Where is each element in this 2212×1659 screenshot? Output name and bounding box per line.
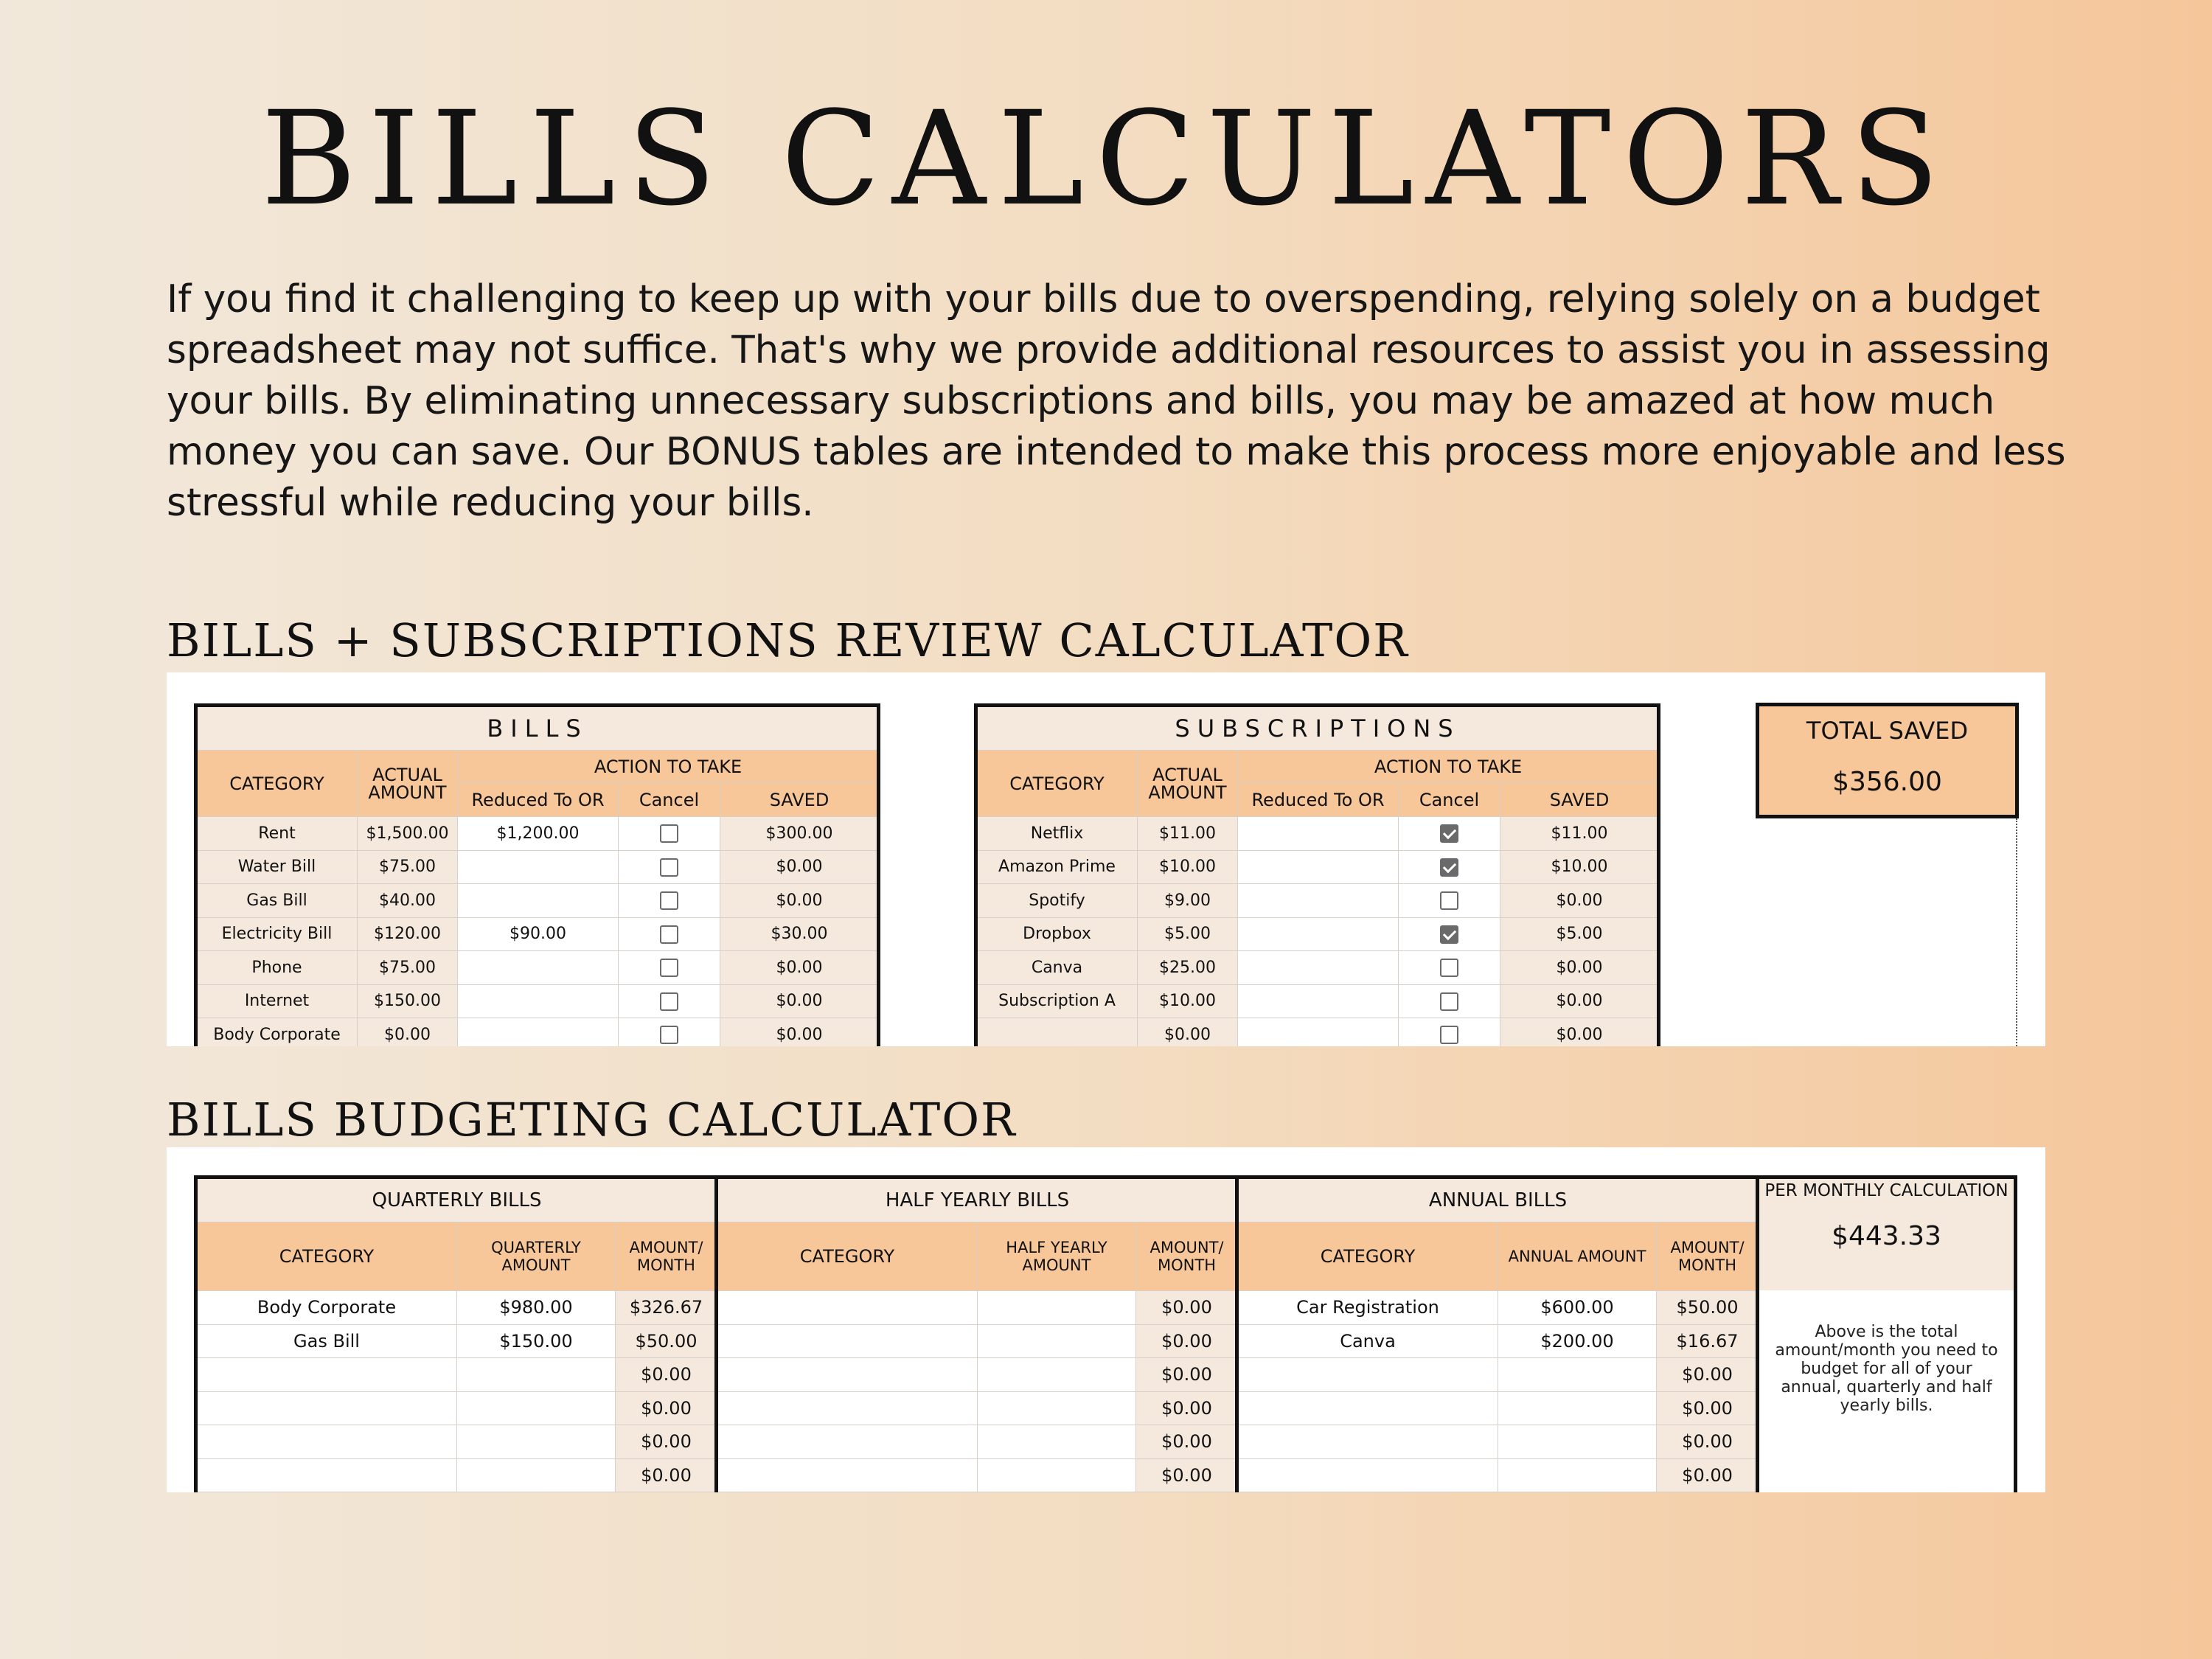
bills-row — [197, 850, 879, 884]
half-yearly-month-cell: $0.00 — [1136, 1391, 1238, 1425]
bills-saved-cell: $300.00 — [720, 817, 879, 851]
subs-amount-cell[interactable]: $10.00 — [1138, 850, 1238, 884]
quarterly-title: QUARTERLY BILLS — [197, 1178, 717, 1222]
per-monthly-label: PER MONTHLY CALCULATION — [1764, 1181, 2008, 1200]
bills-reduced-cell[interactable]: $1,200.00 — [458, 817, 619, 851]
budget-row — [197, 1291, 1759, 1325]
bills-reduced-cell[interactable] — [458, 1018, 619, 1047]
bills-row — [197, 884, 879, 918]
cancel-checkbox[interactable] — [1440, 858, 1458, 877]
bills-category-cell: Electricity Bill — [197, 917, 358, 951]
subs-amount-cell[interactable]: $9.00 — [1138, 884, 1238, 918]
bills-reduced-cell[interactable] — [458, 951, 619, 985]
bills-table — [196, 706, 879, 1046]
half-yearly-amount-cell[interactable] — [978, 1291, 1136, 1325]
annual-category-cell[interactable] — [1238, 1458, 1498, 1492]
bills-amount-cell[interactable]: $150.00 — [358, 984, 458, 1018]
half-yearly-amount-cell[interactable] — [978, 1425, 1136, 1459]
subscriptions-table — [976, 706, 1659, 1046]
subs-reduced-cell[interactable] — [1238, 984, 1399, 1018]
half-yearly-category-cell[interactable] — [717, 1391, 978, 1425]
total-saved-box — [1756, 703, 2019, 818]
subs-amount-cell[interactable]: $25.00 — [1138, 951, 1238, 985]
bills-amount-cell[interactable]: $0.00 — [358, 1018, 458, 1047]
bills-amount-cell[interactable]: $1,500.00 — [358, 817, 458, 851]
budget-row — [197, 1391, 1759, 1425]
bills-cancel-cell[interactable] — [619, 884, 720, 918]
page-title: BILLS CALCULATORS — [261, 83, 1951, 234]
quarterly-month-cell: $0.00 — [616, 1358, 717, 1392]
cancel-checkbox[interactable] — [660, 1026, 678, 1044]
bills-row — [197, 951, 879, 985]
per-monthly-note: Above is the total amount/month you need to budget for all of your annual, quarterly and half yearly bills. — [1775, 1323, 1998, 1415]
bills-category-cell: Rent — [197, 817, 358, 851]
bills-cancel-cell[interactable] — [619, 1018, 720, 1047]
bills-reduced-cell[interactable] — [458, 984, 619, 1018]
annual-category-header: CATEGORY — [1238, 1222, 1498, 1291]
cancel-checkbox[interactable] — [660, 858, 678, 877]
subs-saved-cell: $0.00 — [1500, 984, 1659, 1018]
subs-row — [977, 984, 1659, 1018]
half-yearly-month-cell: $0.00 — [1136, 1291, 1238, 1325]
subs-cancel-cell[interactable] — [1399, 984, 1500, 1018]
subs-row — [977, 1018, 1659, 1047]
subs-cancel-cell[interactable] — [1399, 951, 1500, 985]
budget-row — [197, 1458, 1759, 1492]
bills-category-cell: Body Corporate — [197, 1018, 358, 1047]
bills-reduced-header: Reduced To OR — [458, 783, 619, 817]
bills-amount-header: ACTUAL AMOUNT — [358, 751, 458, 817]
annual-amount-cell[interactable] — [1498, 1425, 1657, 1459]
bills-saved-cell: $0.00 — [720, 951, 879, 985]
half-yearly-amount-cell[interactable] — [978, 1458, 1136, 1492]
cancel-checkbox[interactable] — [1440, 992, 1458, 1011]
subs-row — [977, 951, 1659, 985]
half-yearly-month-cell: $0.00 — [1136, 1458, 1238, 1492]
half-yearly-title: HALF YEARLY BILLS — [717, 1178, 1238, 1222]
subs-category-cell: Netflix — [977, 817, 1138, 851]
review-panel — [167, 672, 2045, 1046]
budget-section-title: BILLS BUDGETING CALCULATOR — [167, 1093, 1017, 1147]
quarterly-month-cell: $50.00 — [616, 1324, 717, 1358]
annual-category-cell[interactable]: Car Registration — [1238, 1291, 1498, 1325]
quarterly-month-cell: $326.67 — [616, 1291, 717, 1325]
per-monthly-box — [1758, 1178, 2015, 1492]
cancel-checkbox[interactable] — [1440, 824, 1458, 843]
quarterly-month-cell: $0.00 — [616, 1391, 717, 1425]
subs-reduced-cell[interactable] — [1238, 1018, 1399, 1047]
bills-saved-cell: $0.00 — [720, 884, 879, 918]
annual-category-cell[interactable] — [1238, 1358, 1498, 1392]
subs-action-header: ACTION TO TAKE — [1238, 751, 1659, 783]
quarterly-category-cell[interactable] — [197, 1358, 457, 1392]
bills-amount-cell[interactable]: $120.00 — [358, 917, 458, 951]
bills-amount-cell[interactable]: $75.00 — [358, 850, 458, 884]
half-yearly-category-cell[interactable] — [717, 1324, 978, 1358]
half-yearly-category-cell[interactable] — [717, 1425, 978, 1459]
subs-saved-cell: $11.00 — [1500, 817, 1659, 851]
subs-category-cell: Canva — [977, 951, 1138, 985]
half-yearly-month-cell: $0.00 — [1136, 1324, 1238, 1358]
bills-cancel-header: Cancel — [619, 783, 720, 817]
subs-saved-cell: $0.00 — [1500, 951, 1659, 985]
subs-category-cell: Amazon Prime — [977, 850, 1138, 884]
half-yearly-category-cell[interactable] — [717, 1358, 978, 1392]
bills-saved-cell: $0.00 — [720, 850, 879, 884]
annual-amount-cell[interactable] — [1498, 1458, 1657, 1492]
subs-cancel-cell[interactable] — [1399, 850, 1500, 884]
subs-saved-cell: $10.00 — [1500, 850, 1659, 884]
quarterly-category-cell[interactable]: Body Corporate — [197, 1291, 457, 1325]
half-yearly-amount-cell[interactable] — [978, 1391, 1136, 1425]
quarterly-category-cell[interactable] — [197, 1458, 457, 1492]
budget-row — [197, 1358, 1759, 1392]
dotted-divider — [2016, 818, 2017, 1046]
bills-saved-header: SAVED — [720, 783, 879, 817]
subs-reduced-cell[interactable] — [1238, 951, 1399, 985]
subs-amount-header: ACTUAL AMOUNT — [1138, 751, 1238, 817]
cancel-checkbox[interactable] — [660, 925, 678, 944]
bills-cancel-cell[interactable] — [619, 850, 720, 884]
intro-paragraph: If you find it challenging to keep up with your bills due to overspending, relying solely on a budget spreadsheet may not suffice. That's why we provide additional resources to assist you in assessing your bills. By eliminating unnecessary subscriptions and bills, you may be amazed at how much money you can save. Our BONUS tables are intended to make this process more enjoyable and less stressful while reducing your bills. — [167, 277, 2066, 525]
quarterly-category-cell[interactable] — [197, 1425, 457, 1459]
cancel-checkbox[interactable] — [660, 824, 678, 843]
bills-category-cell: Gas Bill — [197, 884, 358, 918]
subs-cancel-cell[interactable] — [1399, 1018, 1500, 1047]
annual-amount-header: ANNUAL AMOUNT — [1498, 1222, 1657, 1291]
subs-row — [977, 850, 1659, 884]
bills-row — [197, 917, 879, 951]
cancel-checkbox[interactable] — [660, 891, 678, 910]
half-yearly-amount-header: HALF YEARLY AMOUNT — [978, 1222, 1136, 1291]
subs-category-cell: Subscription A — [977, 984, 1138, 1018]
quarterly-month-cell: $0.00 — [616, 1458, 717, 1492]
subs-reduced-cell[interactable] — [1238, 817, 1399, 851]
subs-saved-cell: $0.00 — [1500, 1018, 1659, 1047]
bills-cancel-cell[interactable] — [619, 917, 720, 951]
budget-panel — [167, 1147, 2045, 1492]
bills-amount-cell[interactable]: $40.00 — [358, 884, 458, 918]
cancel-checkbox[interactable] — [1440, 959, 1458, 977]
quarterly-month-cell: $0.00 — [616, 1425, 717, 1459]
subs-row — [977, 817, 1659, 851]
budget-row — [197, 1324, 1759, 1358]
annual-amount-cell[interactable] — [1498, 1391, 1657, 1425]
subs-amount-cell[interactable]: $11.00 — [1138, 817, 1238, 851]
bills-cancel-cell[interactable] — [619, 817, 720, 851]
subs-reduced-cell[interactable] — [1238, 850, 1399, 884]
annual-category-cell[interactable] — [1238, 1391, 1498, 1425]
annual-amount-cell[interactable]: $600.00 — [1498, 1291, 1657, 1325]
bills-row — [197, 1018, 879, 1047]
annual-month-cell: $0.00 — [1657, 1425, 1759, 1459]
bills-title: BILLS — [197, 706, 879, 751]
bills-cancel-cell[interactable] — [619, 951, 720, 985]
bills-category-header: CATEGORY — [197, 751, 358, 817]
subs-category-header: CATEGORY — [977, 751, 1138, 817]
total-saved-label: TOTAL SAVED — [1806, 717, 1969, 745]
bills-reduced-cell[interactable] — [458, 884, 619, 918]
subs-category-cell — [977, 1018, 1138, 1047]
quarterly-category-cell[interactable] — [197, 1391, 457, 1425]
half-yearly-month-header: AMOUNT/ MONTH — [1136, 1222, 1238, 1291]
annual-title: ANNUAL BILLS — [1238, 1178, 1759, 1222]
half-yearly-category-header: CATEGORY — [717, 1222, 978, 1291]
subs-cancel-cell[interactable] — [1399, 917, 1500, 951]
cancel-checkbox[interactable] — [1440, 925, 1458, 944]
subs-row — [977, 884, 1659, 918]
bills-saved-cell: $0.00 — [720, 984, 879, 1018]
subs-reduced-header: Reduced To OR — [1238, 783, 1399, 817]
annual-month-cell: $50.00 — [1657, 1291, 1759, 1325]
subs-saved-cell: $0.00 — [1500, 884, 1659, 918]
cancel-checkbox[interactable] — [660, 959, 678, 977]
annual-month-cell: $0.00 — [1657, 1458, 1759, 1492]
cancel-checkbox[interactable] — [1440, 1026, 1458, 1044]
half-yearly-month-cell: $0.00 — [1136, 1358, 1238, 1392]
bills-saved-cell: $0.00 — [720, 1018, 879, 1047]
bills-category-cell: Internet — [197, 984, 358, 1018]
per-monthly-value: $443.33 — [1832, 1221, 1941, 1251]
quarterly-amount-cell[interactable] — [457, 1458, 616, 1492]
half-yearly-amount-cell[interactable] — [978, 1358, 1136, 1392]
annual-amount-cell[interactable] — [1498, 1358, 1657, 1392]
budget-row — [197, 1425, 1759, 1459]
subs-category-cell: Dropbox — [977, 917, 1138, 951]
bills-saved-cell: $30.00 — [720, 917, 879, 951]
half-yearly-category-cell[interactable] — [717, 1291, 978, 1325]
quarterly-amount-header: QUARTERLY AMOUNT — [457, 1222, 616, 1291]
bills-row — [197, 984, 879, 1018]
bills-cancel-cell[interactable] — [619, 984, 720, 1018]
bills-row — [197, 817, 879, 851]
bills-amount-cell[interactable]: $75.00 — [358, 951, 458, 985]
subs-amount-cell[interactable]: $10.00 — [1138, 984, 1238, 1018]
quarterly-amount-cell[interactable]: $980.00 — [457, 1291, 616, 1325]
half-yearly-month-cell: $0.00 — [1136, 1425, 1238, 1459]
annual-month-cell: $16.67 — [1657, 1324, 1759, 1358]
subs-saved-cell: $5.00 — [1500, 917, 1659, 951]
quarterly-month-header: AMOUNT/ MONTH — [616, 1222, 717, 1291]
half-yearly-amount-cell[interactable] — [978, 1324, 1136, 1358]
subs-cancel-cell[interactable] — [1399, 817, 1500, 851]
subs-row — [977, 917, 1659, 951]
budget-table — [196, 1178, 1759, 1492]
quarterly-amount-cell[interactable] — [457, 1391, 616, 1425]
half-yearly-category-cell[interactable] — [717, 1458, 978, 1492]
quarterly-category-header: CATEGORY — [197, 1222, 457, 1291]
bills-category-cell: Water Bill — [197, 850, 358, 884]
bills-reduced-cell[interactable]: $90.00 — [458, 917, 619, 951]
bills-reduced-cell[interactable] — [458, 850, 619, 884]
annual-month-cell: $0.00 — [1657, 1358, 1759, 1392]
subs-amount-cell[interactable]: $0.00 — [1138, 1018, 1238, 1047]
annual-category-cell[interactable] — [1238, 1425, 1498, 1459]
subs-category-cell: Spotify — [977, 884, 1138, 918]
cancel-checkbox[interactable] — [1440, 891, 1458, 910]
quarterly-amount-cell[interactable]: $150.00 — [457, 1324, 616, 1358]
subs-saved-header: SAVED — [1500, 783, 1659, 817]
subs-cancel-header: Cancel — [1399, 783, 1500, 817]
annual-category-cell[interactable]: Canva — [1238, 1324, 1498, 1358]
quarterly-amount-cell[interactable] — [457, 1425, 616, 1459]
bills-category-cell: Phone — [197, 951, 358, 985]
review-section-title: BILLS + SUBSCRIPTIONS REVIEW CALCULATOR — [167, 613, 1409, 667]
subs-reduced-cell[interactable] — [1238, 884, 1399, 918]
subs-reduced-cell[interactable] — [1238, 917, 1399, 951]
cancel-checkbox[interactable] — [660, 992, 678, 1011]
total-saved-value: $356.00 — [1832, 767, 1942, 797]
bills-action-header: ACTION TO TAKE — [458, 751, 879, 783]
annual-amount-cell[interactable]: $200.00 — [1498, 1324, 1657, 1358]
subs-cancel-cell[interactable] — [1399, 884, 1500, 918]
quarterly-category-cell[interactable]: Gas Bill — [197, 1324, 457, 1358]
subs-amount-cell[interactable]: $5.00 — [1138, 917, 1238, 951]
subscriptions-title: SUBSCRIPTIONS — [977, 706, 1659, 751]
quarterly-amount-cell[interactable] — [457, 1358, 616, 1392]
annual-month-cell: $0.00 — [1657, 1391, 1759, 1425]
annual-month-header: AMOUNT/ MONTH — [1657, 1222, 1759, 1291]
